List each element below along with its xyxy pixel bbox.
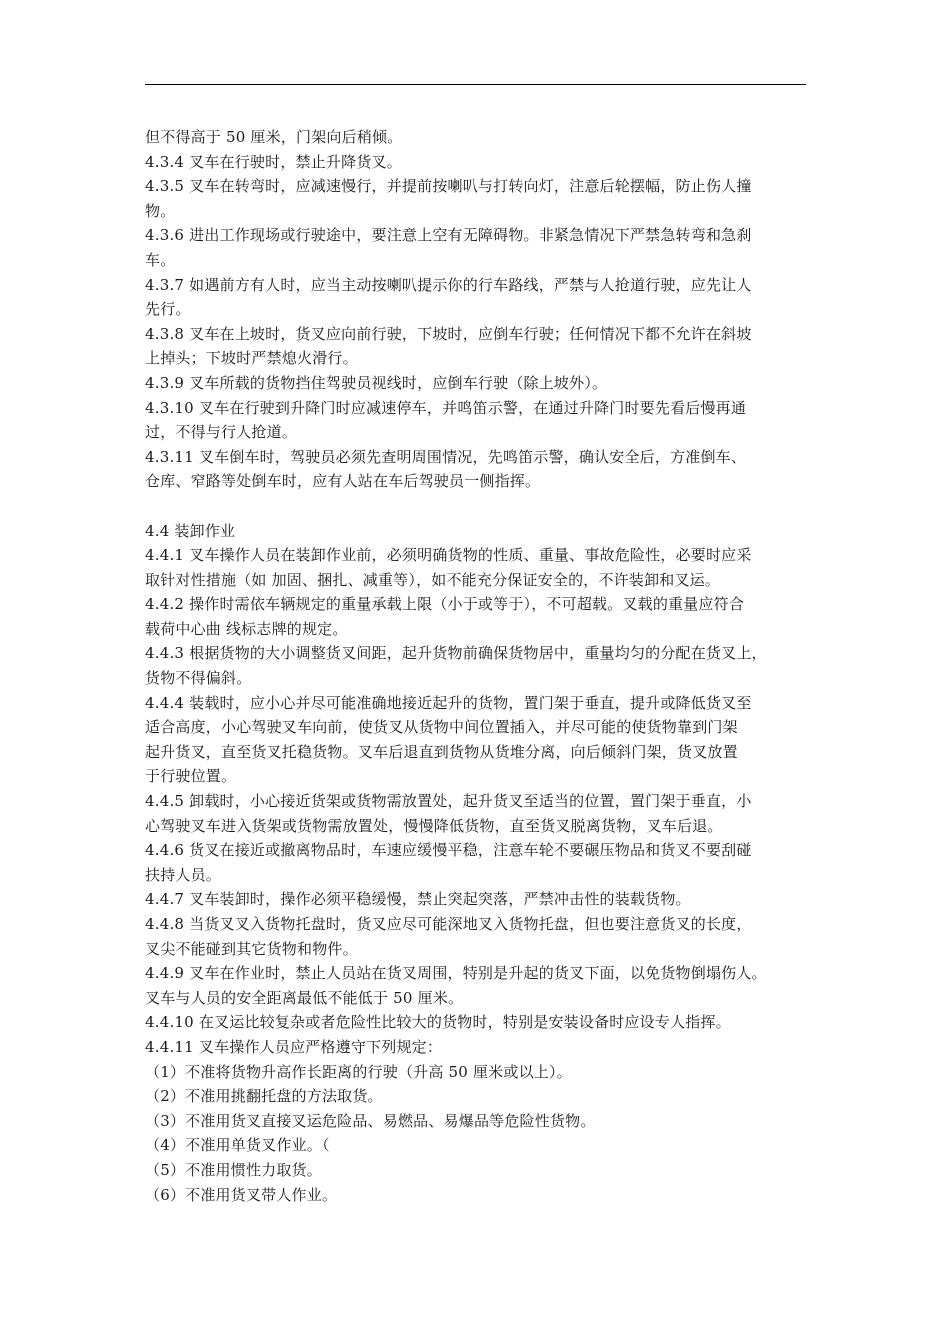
text-line: 仓库、窄路等处倒车时，应有人站在车后驾驶员一侧指挥。 (145, 472, 541, 491)
text-line: 先行。 (145, 300, 191, 319)
text-line: 于行驶位置。 (145, 767, 237, 786)
list-item: （5）不准用惯性力取货。 (145, 1160, 322, 1179)
text-line: 4.4.6 货叉在接近或撤离物品时，车速应缓慢平稳，注意车轮不要碾压物品和货叉不要刮碰 (145, 841, 752, 860)
text-line: 上掉头；下坡时严禁熄火滑行。 (145, 349, 358, 368)
text-line: 4.4.2 操作时需依车辆规定的重量承载上限（小于或等于），不可超载。叉载的重量应符合 (145, 595, 745, 614)
text-line: 适合高度，小心驾驶叉车向前，使货叉从货物中间位置插入，并尽可能的使货物靠到门架 (145, 718, 738, 737)
text-line: 4.3.11 叉车倒车时，驾驶员必须先查明周围情况，先鸣笛示警，确认安全后，方准倒车、 (145, 447, 747, 466)
text-line: 叉尖不能碰到其它货物和物件。 (145, 939, 358, 958)
text-line: 4.4.11 叉车操作人员应严格遵守下列规定： (145, 1037, 443, 1056)
list-item: （1）不准将货物升高作长距离的行驶（升高 50 厘米或以上）。 (145, 1062, 572, 1081)
text-line: 取针对性措施（如 加固、捆扎、减重等），如不能充分保证安全的，不许装卸和叉运。 (145, 570, 721, 589)
text-line: 载荷中心曲 线标志牌的规定。 (145, 619, 348, 638)
text-line: 起升货叉，直至货叉托稳货物。叉车后退直到货物从货堆分离，向后倾斜门架，货叉放置 (145, 742, 738, 761)
text-line: 4.3.8 叉车在上坡时，货叉应向前行驶，下坡时，应倒车行驶；任何情况下都不允许在斜坡 (145, 324, 752, 343)
text-line: 扶持人员。 (145, 865, 222, 884)
list-item: （2）不准用挑翻托盘的方法取货。 (145, 1087, 383, 1106)
document-body (145, 125, 807, 1207)
text-line: 4.4.8 当货叉叉入货物托盘时，货叉应尽可能深地叉入货物托盘，但也要注意货叉的长度， (145, 915, 752, 933)
text-line: 4.4.9 叉车在作业时，禁止人员站在货叉周围，特别是升起的货叉下面，以免货物倒塌伤人。 (145, 964, 767, 983)
text-line: 车。 (145, 250, 176, 269)
text-line: 但不得高于 50 厘米，门架向后稍倾。 (145, 128, 403, 146)
text-line: 4.3.5 叉车在转弯时，应减速慢行，并提前按喇叭与打转向灯，注意后轮摆幅，防止伤人撞 (145, 177, 752, 196)
list-item: （6）不准用货叉带人作业。 (145, 1185, 338, 1204)
blank-line (145, 494, 807, 519)
text-line: 心驾驶叉车进入货架或货物需放置处，慢慢降低货物，直至货叉脱离货物，叉车后退。 (145, 816, 723, 835)
list-item: （3）不准用货叉直接叉运危险品、易燃品、易爆品等危险性货物。 (145, 1111, 596, 1130)
text-line: 过，不得与行人抢道。 (145, 423, 298, 442)
text-line: 物。 (145, 201, 176, 220)
text-line: 4.3.6 进出工作现场或行驶途中，要注意上空有无障碍物。非紧急情况下严禁急转弯和急刹 (145, 226, 752, 245)
text-line: 叉车与人员的安全距离最低不能低于 50 厘米。 (145, 988, 464, 1007)
text-line: 4.3.10 叉车在行驶到升降门时应减速停车，并鸣笛示警，在通过升降门时要先看后慢再通 (145, 398, 747, 417)
text-line: 4.4.7 叉车装卸时，操作必须平稳缓慢，禁止突起突落，严禁冲击性的装载货物。 (145, 890, 691, 909)
text-line: 4.3.7 如遇前方有人时，应当主动按喇叭提示你的行车路线，严禁与人抢道行驶，应先让人 (145, 275, 752, 294)
text-line: 4.4.1 叉车操作人员在装卸作业前，必须明确货物的性质、重量、事故危险性，必要时应采 (145, 546, 752, 565)
text-line: 4.4.3 根据货物的大小调整货叉间距，起升货物前确保货物居中，重量均匀的分配在货叉上， (145, 644, 767, 663)
text-line: 4.4.4 装载时，应小心并尽可能准确地接近起升的货物，置门架于垂直，提升或降低货叉至 (145, 693, 752, 712)
text-line: 4.3.4 叉车在行驶时，禁止升降货叉。 (145, 152, 402, 171)
text-line: 4.4.10 在叉运比较复杂或者危险性比较大的货物时，特别是安装设备时应设专人指挥。 (145, 1013, 731, 1032)
list-item: （4）不准用单货叉作业。（ (145, 1136, 330, 1155)
text-line: 货物不得偏斜。 (145, 669, 252, 688)
text-line: 4.3.9 叉车所载的货物挡住驾驶员视线时，应倒车行驶（除上坡外）。 (145, 373, 608, 392)
section-heading: 4.4 装卸作业 (145, 521, 236, 540)
text-line: 4.4.5 卸载时，小心接近货架或货物需放置处，起升货叉至适当的位置，置门架于垂直，小 (145, 792, 752, 811)
header-rule (145, 84, 806, 85)
